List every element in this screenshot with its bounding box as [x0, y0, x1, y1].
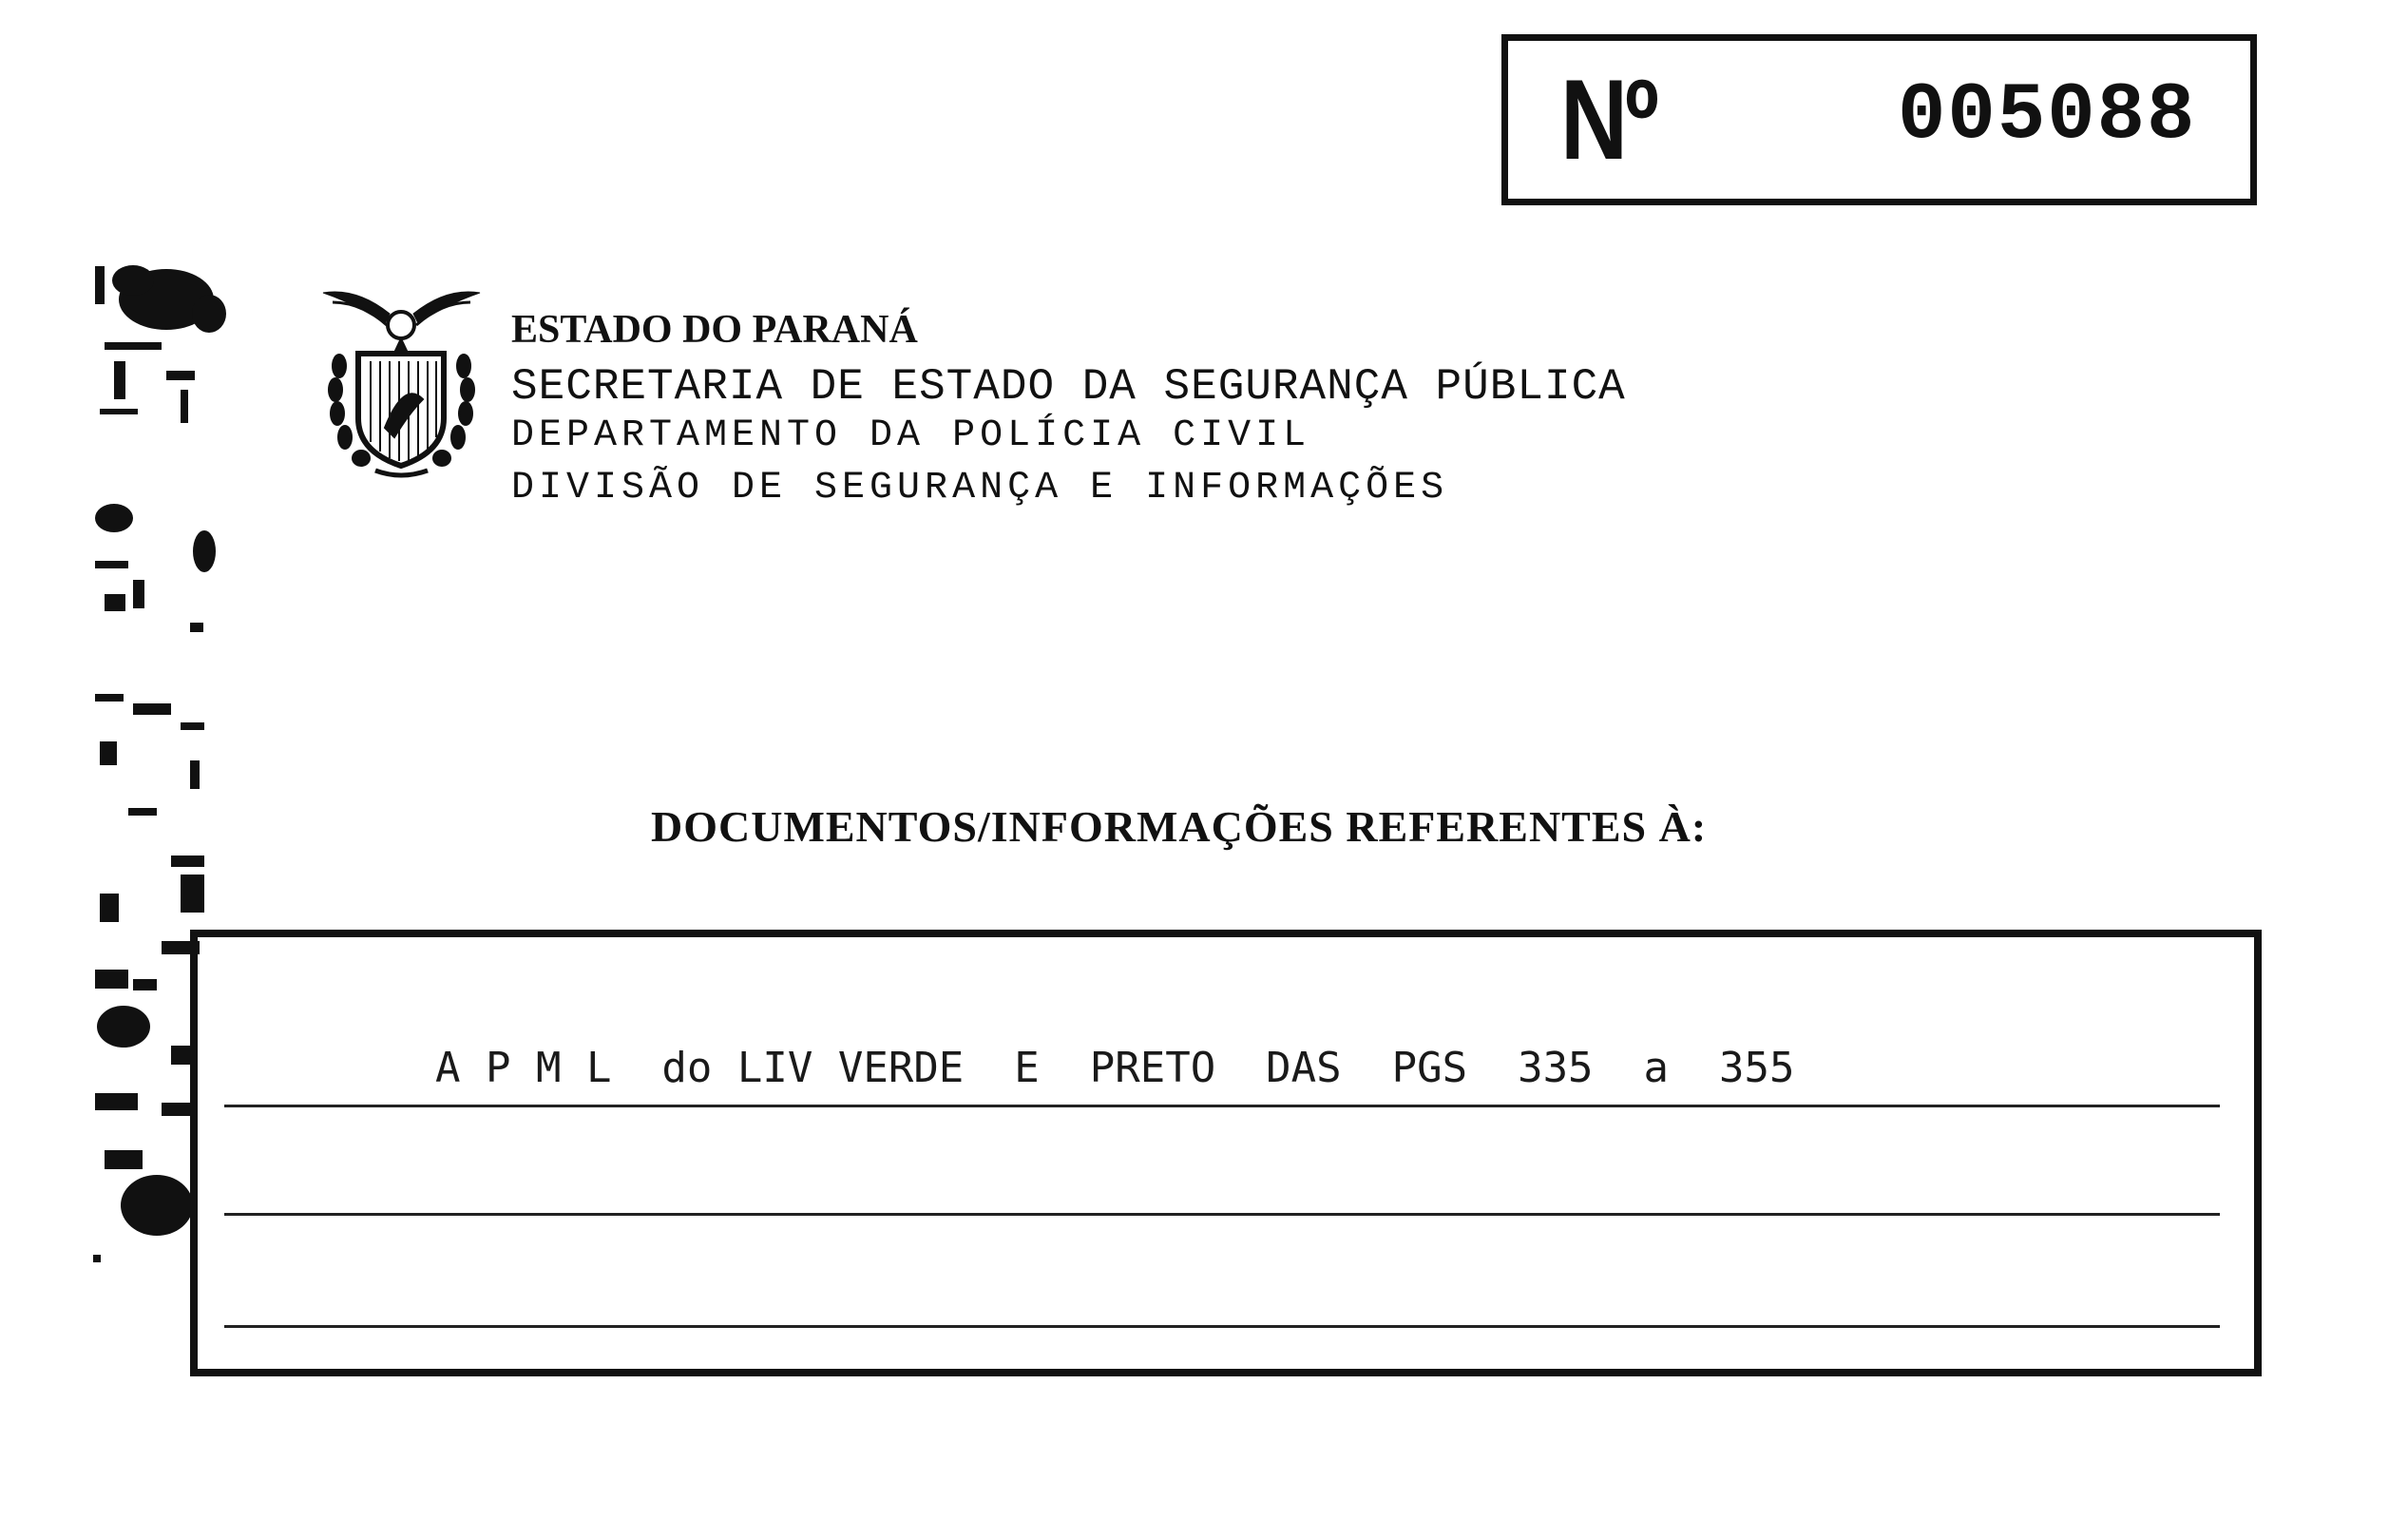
document-number-box — [1501, 34, 2257, 205]
reference-text: A P M L do LIV VERDE E PRETO DAS PGS 335 a 355 — [435, 1044, 1795, 1092]
document-number: 005088 — [1898, 71, 2197, 162]
section-heading: DOCUMENTOS/INFORMAÇÕES REFERENTES À: — [651, 802, 1708, 851]
number-prefix-label: Nº — [1560, 56, 1656, 183]
header-state: ESTADO DO PARANÁ — [511, 308, 918, 352]
parana-coat-of-arms-icon — [318, 285, 485, 480]
ruled-line — [224, 1213, 2220, 1216]
header-secretariat: SECRETARIA DE ESTADO DA SEGURANÇA PÚBLICA — [511, 362, 1626, 412]
ruled-line — [224, 1105, 2220, 1107]
header-department: DEPARTAMENTO DA POLÍCIA CIVIL — [511, 414, 1311, 457]
ruled-line — [224, 1325, 2220, 1328]
reference-box — [190, 930, 2262, 1376]
header-division: DIVISÃO DE SEGURANÇA E INFORMAÇÕES — [511, 467, 1449, 509]
